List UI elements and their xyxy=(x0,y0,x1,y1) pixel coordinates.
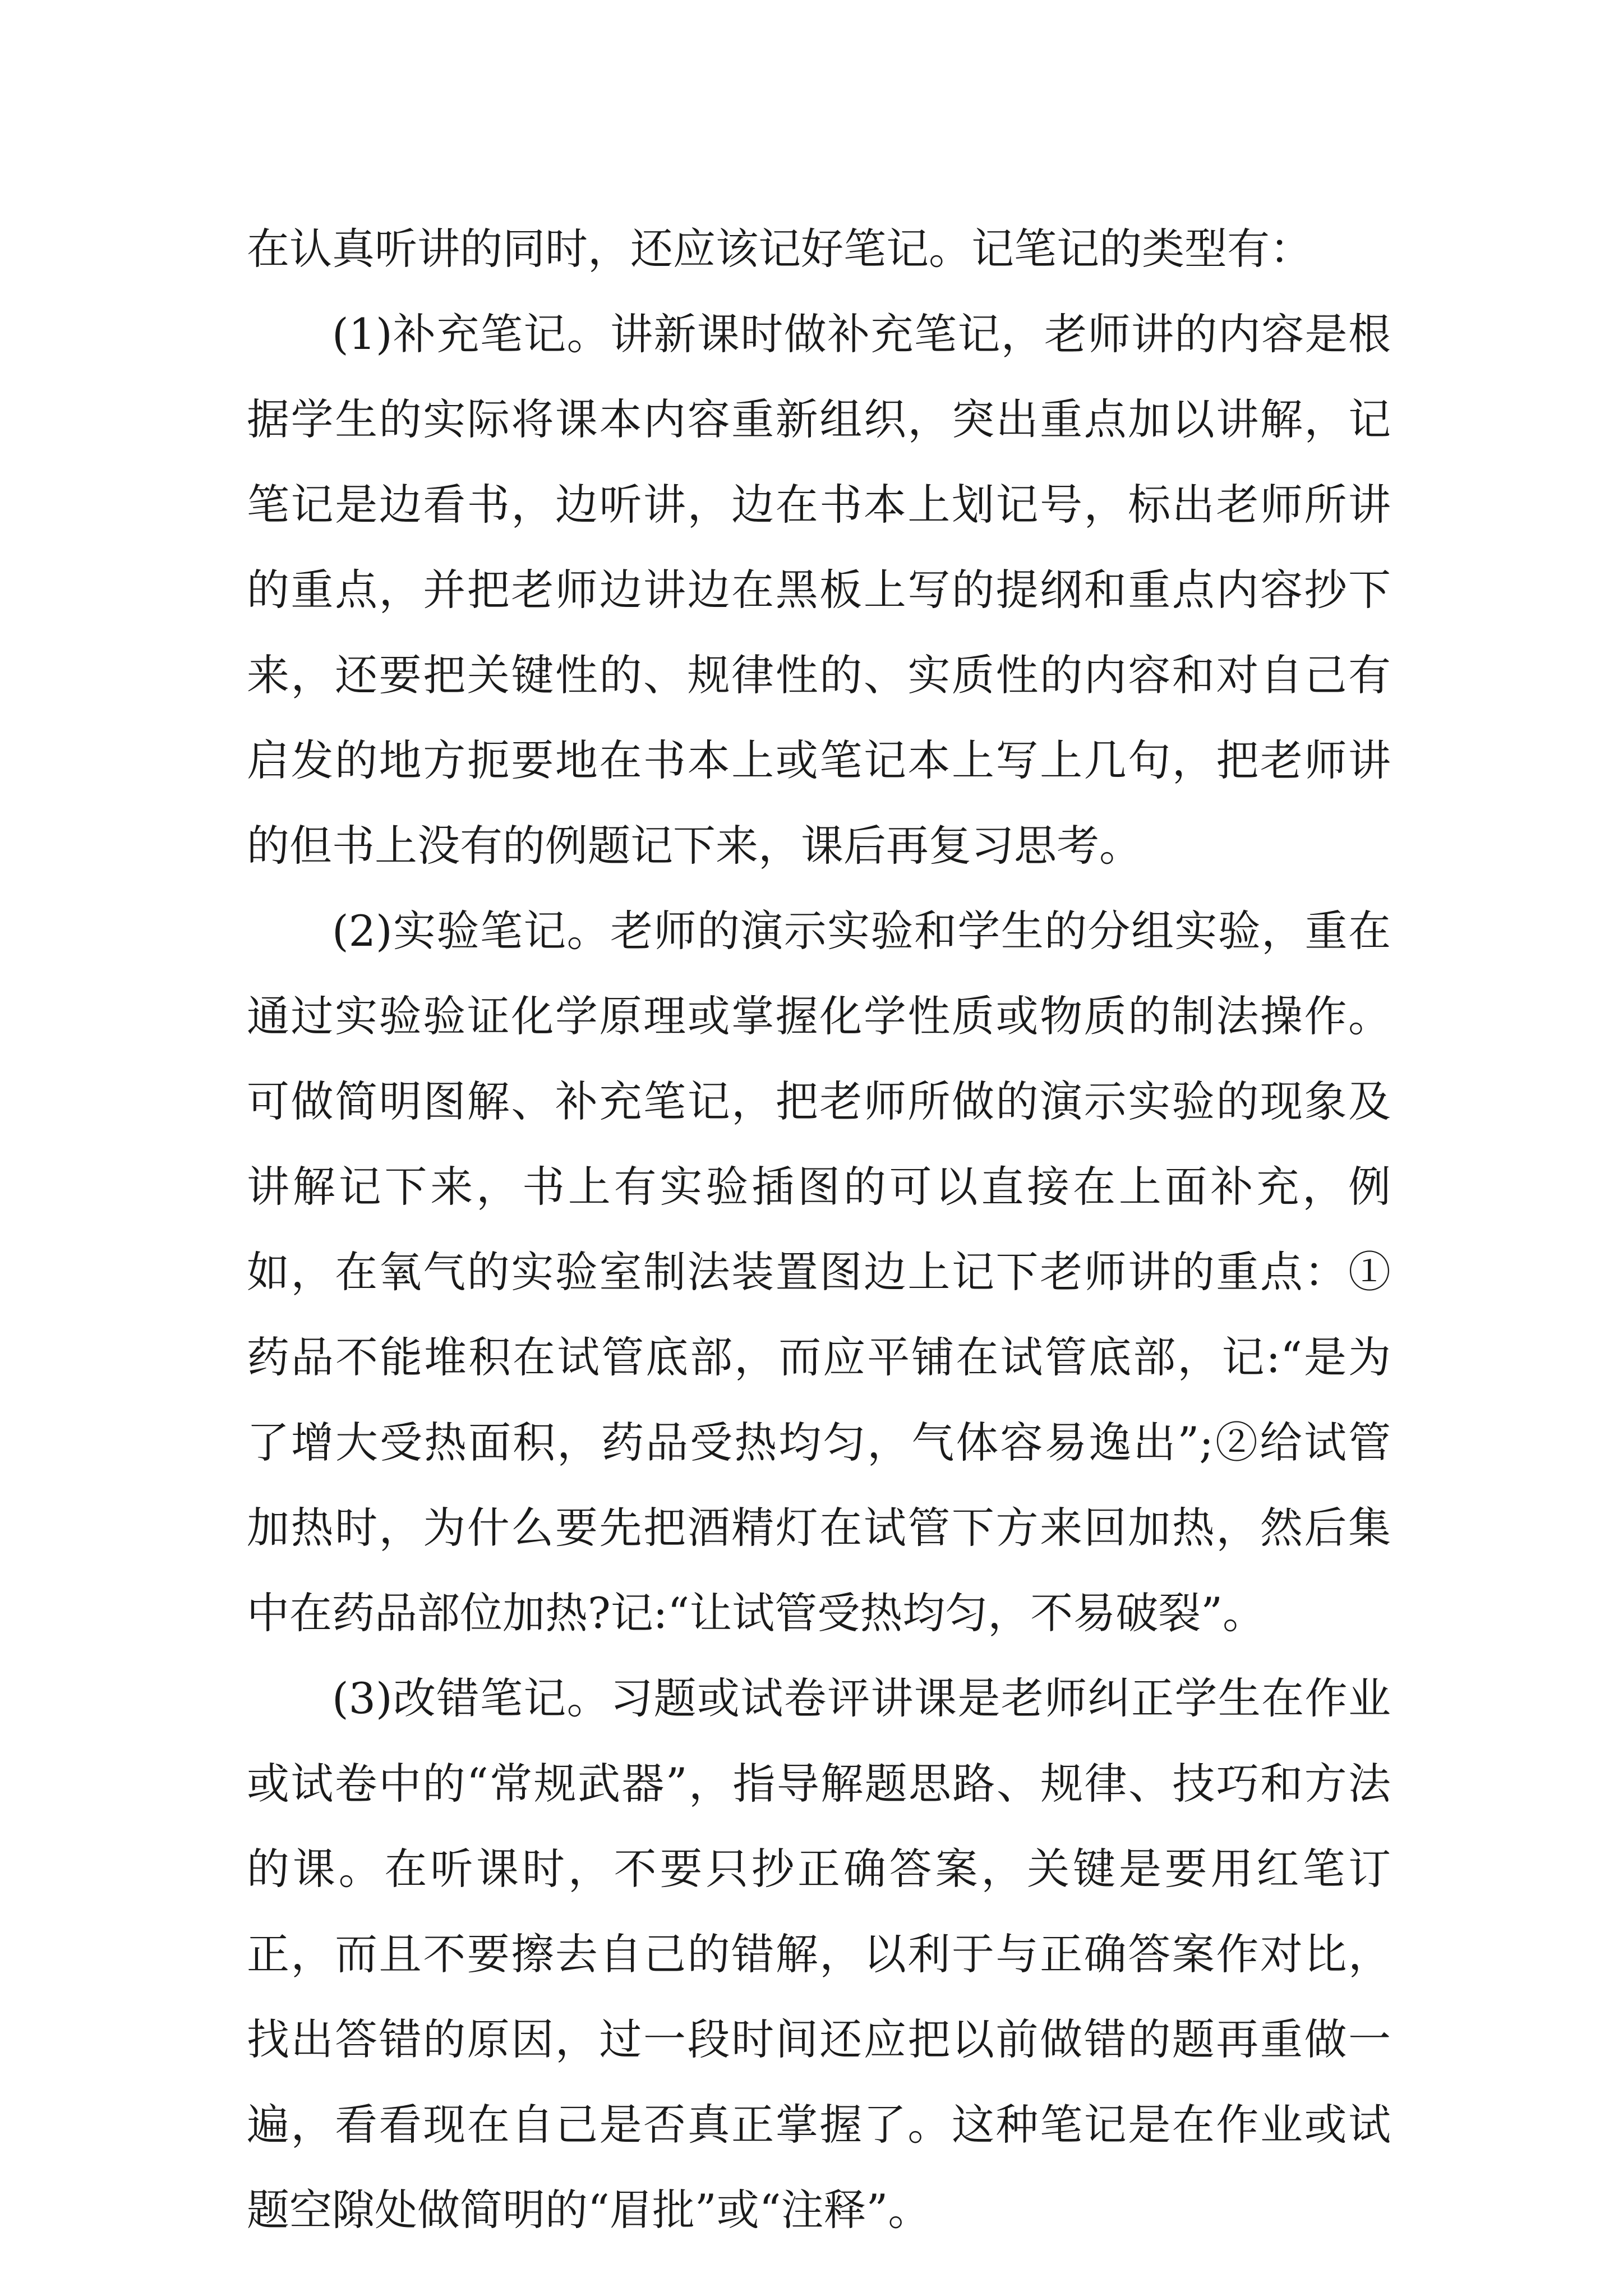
intro-paragraph: 在认真听讲的同时，还应该记好笔记。记笔记的类型有： xyxy=(247,224,1312,274)
error-correction-notes-paragraph: (3)改错笔记。习题或试卷评讲课是老师纠正学生在作业或试卷中的“常规武器”，指导解题思路、规律、技巧和方法的课。在听课时，不要只抄正确答案，关键是要用红笔订正，而且不要擦去自己的错解，以利于与正确答案作对比，找出答错的原因，过一段时间还应把以前做错的题再重做一遍，看看现在自己是否真正掌握了。这种笔记是在作业或试题空隙处做简明的“眉批”或“注释”。 xyxy=(247,1673,1391,2235)
supplementary-notes-paragraph: (1)补充笔记。讲新课时做补充笔记，老师讲的内容是根据学生的实际将课本内容重新组织，突出重点加以讲解，记笔记是边看书，边听讲，边在书本上划记号，标出老师所讲的重点，并把老师边讲边在黑板上写的提纲和重点内容抄下来，还要把关键性的、规律性的、实质性的内容和对自己有启发的地方扼要地在书本上或笔记本上写上几句，把老师讲的但书上没有的例题记下来，课后再复习思考。 xyxy=(247,309,1391,871)
document-body xyxy=(247,206,1391,2253)
experiment-notes-paragraph: (2)实验笔记。老师的演示实验和学生的分组实验，重在通过实验验证化学原理或掌握化学性质或物质的制法操作。可做简明图解、补充笔记，把老师所做的演示实验的现象及讲解记下来，书上有实验插图的可以直接在上面补充，例如，在氧气的实验室制法装置图边上记下老师讲的重点：①药品不能堆积在试管底部，而应平铺在试管底部，记:“是为了增大受热面积，药品受热均匀，气体容易逸出”;②给试管加热时，为什么要先把酒精灯在试管下方来回加热，然后集中在药品部位加热?记:“让试管受热均匀，不易破裂”。 xyxy=(247,906,1391,1638)
